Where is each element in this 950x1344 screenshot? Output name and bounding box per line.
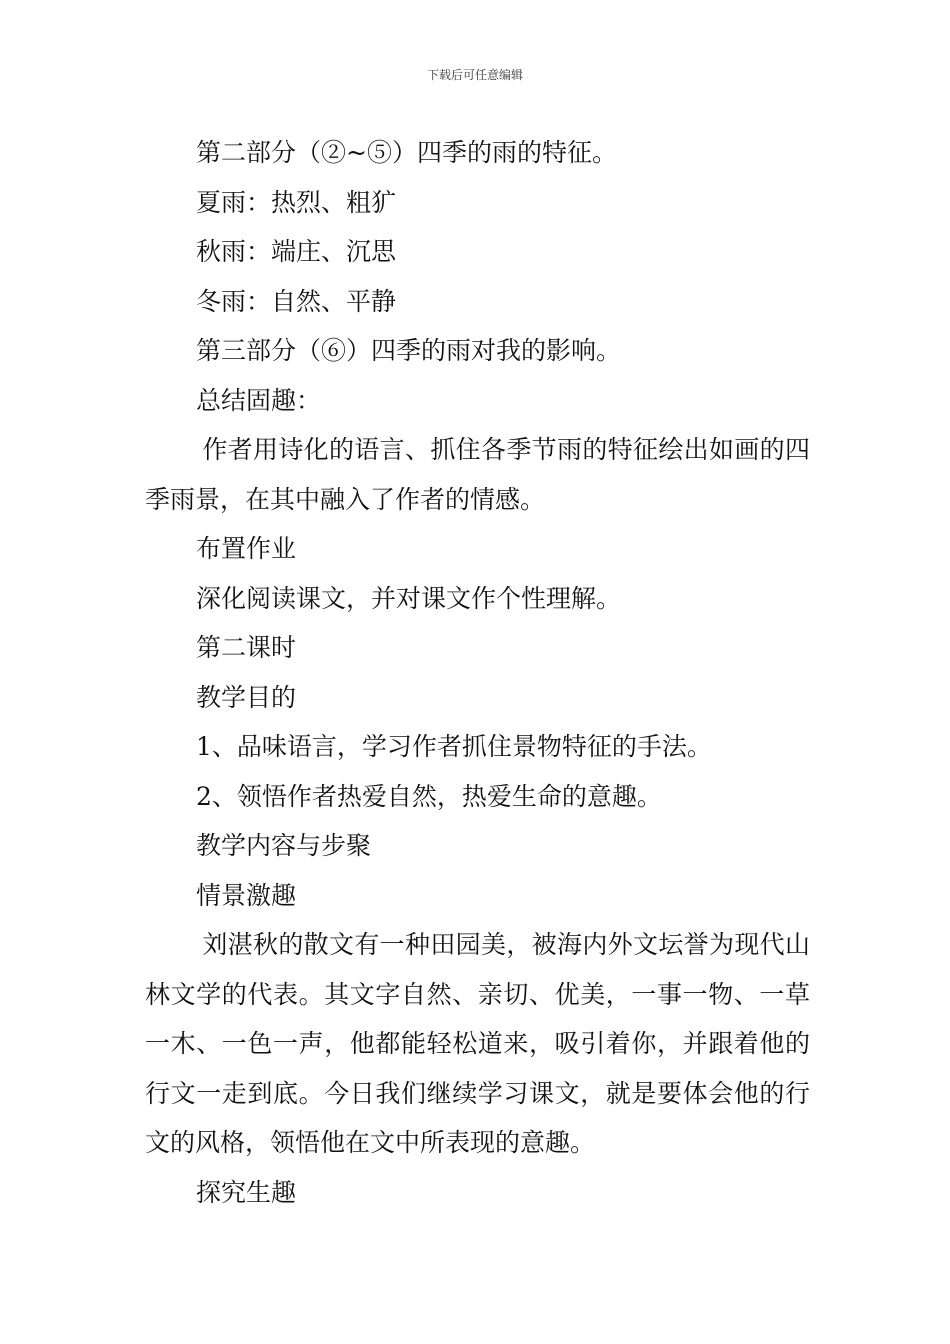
paragraph-goal-one: 1、品味语言，学习作者抓住景物特征的手法。 bbox=[196, 732, 712, 761]
paragraph-autumn-rain: 秋雨：端庄、沉思 bbox=[196, 237, 397, 266]
paragraph-summary-heading: 总结固趣： bbox=[196, 385, 322, 415]
paragraph-teaching-goals: 教学目的 bbox=[196, 682, 297, 712]
paragraph-author-body bbox=[145, 920, 810, 1168]
paragraph-summary-text: 作者用诗化的语言、抓住各季节雨的特征绘出如画的四季雨景，在其中融入了作者的情感。 bbox=[145, 435, 810, 514]
paragraph-author-text: 刘湛秋的散文有一种田园美，被海内外文坛誉为现代山林文学的代表。其文字自然、亲切、优美，一事一物、一草一木、一色一声，他都能轻松道来，吸引着你，并跟着他的行文一走到底。今日我们继续学习课文，就是要体会他的行文的风格，领悟他在文中所表现的意趣。 bbox=[145, 930, 810, 1157]
paragraph-homework-heading: 布置作业 bbox=[196, 534, 297, 563]
paragraph-second-lesson: 第二课时 bbox=[196, 633, 297, 662]
paragraph-explore-heading: 探究生趣 bbox=[196, 1177, 297, 1207]
paragraph-goal-two: 2、领悟作者热爱自然，热爱生命的意趣。 bbox=[196, 781, 662, 811]
page-header: 下载后可任意编辑 bbox=[426, 68, 523, 82]
paragraph-summary-body bbox=[145, 425, 810, 524]
paragraph-scene-intro: 情景激趣 bbox=[196, 880, 297, 910]
paragraph-part-two: 第二部分（②~⑤）四季的雨的特征。 bbox=[196, 138, 617, 167]
paragraph-part-three: 第三部分（⑥）四季的雨对我的影响。 bbox=[196, 336, 622, 365]
paragraph-homework-body: 深化阅读课文，并对课文作个性理解。 bbox=[196, 583, 622, 613]
document-body bbox=[145, 128, 810, 1217]
paragraph-winter-rain: 冬雨：自然、平静 bbox=[196, 286, 397, 316]
paragraph-summer-rain: 夏雨：热烈、粗犷 bbox=[196, 187, 397, 217]
paragraph-content-steps: 教学内容与步聚 bbox=[196, 831, 372, 860]
